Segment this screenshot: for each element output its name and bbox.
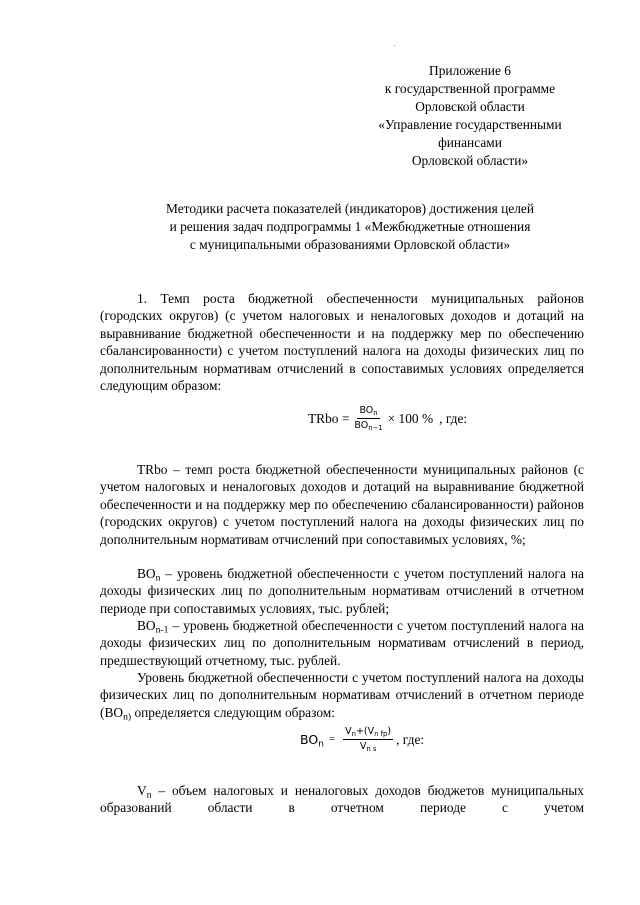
header-line: Приложение 6	[429, 63, 511, 78]
formula-suffix: , где:	[439, 410, 468, 426]
fraction-numerator: $V_n+(V_{n fp})$	[343, 726, 393, 740]
formula-trbo	[308, 405, 467, 432]
definition-bon-prev	[100, 617, 584, 669]
title-line: Методики расчета показателей (индикаторов) достижения целей	[165, 201, 534, 216]
definition-text: – объем налоговых и неналоговых доходов бюджетов муниципальных образований области в отчетном периоде с учетом	[100, 783, 584, 816]
formula-equals: =	[328, 732, 336, 745]
header-line: Орловской области»	[411, 153, 529, 168]
section-1-text: 1. Темп роста бюджетной обеспеченности муниципальных районов (городских округов) (с учетом налоговых и неналоговых доходов и дотаций на выравнивание бюджетной обеспеченности и на поддержку мер по обеспечению сбалансированности) с учетом поступлений налога на доходы физических лиц по дополнительным нормативам отчислений в сопоставимых условиях определяется следующим образом:	[100, 291, 584, 394]
definition-trbo	[100, 461, 584, 548]
definition-term: $V_n$	[137, 783, 152, 801]
definition-term: $BO_{n-1}$	[137, 618, 169, 636]
header-line: «Управление государственными	[378, 117, 562, 132]
formula-suffix: , где:	[396, 731, 425, 747]
title-line: и решения задач подпрограммы 1 «Межбюджетные отношения	[169, 219, 531, 234]
formula-fraction	[352, 405, 384, 432]
formula-multiplier: × 100 %	[387, 410, 434, 426]
fraction-denominator: $BO_{n-1}$	[354, 420, 383, 432]
fraction-numerator: $BO_n$	[357, 405, 379, 419]
definition-term: $BO_n$	[137, 566, 161, 584]
header-line: финансами	[438, 135, 502, 150]
formula-lhs: TRbo =	[308, 410, 350, 426]
formula-lhs: $BO_n$	[300, 731, 324, 750]
definition-term: TRbo	[137, 462, 168, 477]
appendix-header	[340, 62, 600, 170]
scan-speck	[394, 45, 395, 46]
definition-text: – темп роста бюджетной обеспеченности муниципальных районов (с учетом налоговых и неналоговых доходов и дотаций на выравнивание бюджетной обеспеченности и на поддержку мер по обеспечению сбалансированности) районов (городских округов) с учетом поступлений налога на доходы физических лиц по дополнительным нормативам отчислений при сопоставимых условиях, %;	[100, 462, 584, 547]
definition-text: – уровень бюджетной обеспеченности с учетом поступлений налога на доходы физических лиц по дополнительным нормативам отчислений в период, предшествующий отчетному, тыс. рублей.	[100, 618, 584, 668]
fraction-denominator: $V_{n s}$	[359, 741, 377, 753]
level-paragraph: Уровень бюджетной обеспеченности с учетом поступлений налога на доходы физических лиц по дополнительным нормативам отчислений в отчетном периоде ($BO_{n)}$ определяется следующим образом:	[100, 670, 584, 723]
section-1-intro	[100, 290, 584, 394]
definition-bon	[100, 565, 584, 617]
definition-vn	[100, 782, 584, 817]
header-line: к государственной программе	[384, 81, 556, 96]
header-line: Орловской области	[415, 99, 525, 114]
document-title	[100, 200, 600, 254]
title-line: с муниципальными образованиями Орловской области»	[189, 237, 511, 252]
formula-bon	[300, 726, 424, 753]
definition-text: – уровень бюджетной обеспеченности с учетом поступлений налога на доходы физических лиц по дополнительным нормативам отчислений в отчетном периоде при сопоставимых условиях, тыс. рублей;	[100, 566, 584, 616]
formula-fraction	[343, 726, 393, 753]
